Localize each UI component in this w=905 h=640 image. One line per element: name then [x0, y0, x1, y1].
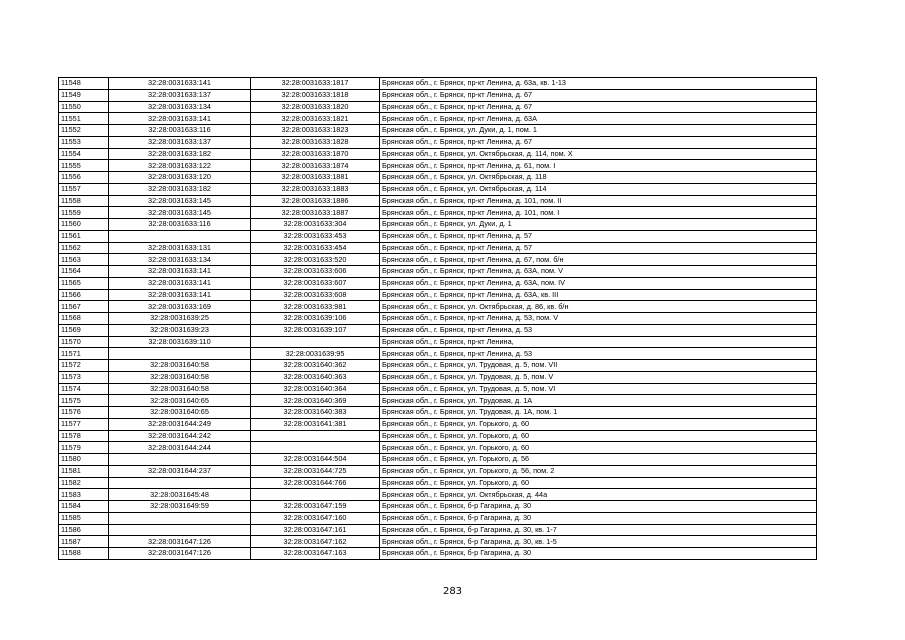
parcel-number-cell: 32:28:0031640:65 [109, 395, 251, 407]
table-row [59, 512, 817, 524]
parcel-number-cell [109, 454, 251, 466]
address-cell: Брянская обл., г. Брянск, ул. Октябрьская, д. 114, пом. X [380, 148, 817, 160]
address-cell: Брянская обл., г. Брянск, пр-кт Ленина, д. 67 [380, 101, 817, 113]
object-number-cell: 32:28:0031647:160 [251, 512, 380, 524]
parcel-number-cell: 32:28:0031633:169 [109, 301, 251, 313]
parcel-number-cell: 32:28:0031633:120 [109, 172, 251, 184]
address-cell: Брянская обл., г. Брянск, ул. Дуки, д. 1 [380, 219, 817, 231]
parcel-number-cell: 32:28:0031640:65 [109, 407, 251, 419]
row-number-cell: 11584 [59, 501, 109, 513]
parcel-number-cell: 32:28:0031640:58 [109, 371, 251, 383]
parcel-number-cell: 32:28:0031644:242 [109, 430, 251, 442]
table-row [59, 242, 817, 254]
table-row [59, 183, 817, 195]
object-number-cell: 32:28:0031640:362 [251, 360, 380, 372]
address-cell: Брянская обл., г. Брянск, ул. Трудовая, д. 5, пом. V [380, 371, 817, 383]
table-row [59, 524, 817, 536]
table-row [59, 442, 817, 454]
table-row [59, 454, 817, 466]
parcel-number-cell: 32:28:0031639:25 [109, 313, 251, 325]
row-number-cell: 11583 [59, 489, 109, 501]
object-number-cell: 32:28:0031633:520 [251, 254, 380, 266]
address-cell: Брянская обл., г. Брянск, ул. Горького, д. 60 [380, 477, 817, 489]
object-number-cell: 32:28:0031633:1881 [251, 172, 380, 184]
object-number-cell: 32:28:0031633:1870 [251, 148, 380, 160]
row-number-cell: 11550 [59, 101, 109, 113]
row-number-cell: 11573 [59, 371, 109, 383]
address-cell: Брянская обл., г. Брянск, ул. Горького, д. 60 [380, 442, 817, 454]
object-number-cell: 32:28:0031633:1883 [251, 183, 380, 195]
table-row [59, 113, 817, 125]
table-row [59, 465, 817, 477]
row-number-cell: 11582 [59, 477, 109, 489]
address-cell: Брянская обл., г. Брянск, пр-кт Ленина, д. 63а, кв. 1-13 [380, 78, 817, 90]
table-row [59, 430, 817, 442]
table-row [59, 360, 817, 372]
object-number-cell: 32:28:0031640:383 [251, 407, 380, 419]
object-number-cell: 32:28:0031644:766 [251, 477, 380, 489]
object-number-cell: 32:28:0031633:608 [251, 289, 380, 301]
object-number-cell: 32:28:0031633:1874 [251, 160, 380, 172]
address-cell: Брянская обл., г. Брянск, ул. Горького, д. 56, пом. 2 [380, 465, 817, 477]
object-number-cell: 32:28:0031633:1828 [251, 136, 380, 148]
table-row [59, 172, 817, 184]
address-cell: Брянская обл., г. Брянск, ул. Октябрьская, д. 86, кв. б/н [380, 301, 817, 313]
address-cell: Брянская обл., г. Брянск, ул. Трудовая, д. 5, пом. VII [380, 360, 817, 372]
object-number-cell: 32:28:0031633:1886 [251, 195, 380, 207]
table-row [59, 536, 817, 548]
object-number-cell: 32:28:0031639:106 [251, 313, 380, 325]
address-cell: Брянская обл., г. Брянск, пр-кт Ленина, д. 63А, пом. V [380, 266, 817, 278]
table-row [59, 501, 817, 513]
row-number-cell: 11549 [59, 89, 109, 101]
address-cell: Брянская обл., г. Брянск, ул. Трудовая, д. 1А [380, 395, 817, 407]
object-number-cell [251, 489, 380, 501]
address-cell: Брянская обл., г. Брянск, пр-кт Ленина, д. 61, пом. I [380, 160, 817, 172]
parcel-number-cell: 32:28:0031644:244 [109, 442, 251, 454]
parcel-number-cell: 32:28:0031633:116 [109, 219, 251, 231]
parcel-number-cell: 32:28:0031633:116 [109, 125, 251, 137]
parcel-number-cell: 32:28:0031633:182 [109, 148, 251, 160]
object-number-cell: 32:28:0031633:1821 [251, 113, 380, 125]
address-cell: Брянская обл., г. Брянск, ул. Горького, д. 60 [380, 430, 817, 442]
parcel-number-cell: 32:28:0031644:237 [109, 465, 251, 477]
address-cell: Брянская обл., г. Брянск, б-р Гагарина, д. 30, кв. 1-7 [380, 524, 817, 536]
row-number-cell: 11574 [59, 383, 109, 395]
object-number-cell: 32:28:0031641:381 [251, 418, 380, 430]
address-cell: Брянская обл., г. Брянск, пр-кт Ленина, д. 67 [380, 89, 817, 101]
address-cell: Брянская обл., г. Брянск, пр-кт Ленина, д. 101, пом. I [380, 207, 817, 219]
object-number-cell [251, 336, 380, 348]
parcel-number-cell [109, 524, 251, 536]
table-row [59, 418, 817, 430]
address-cell: Брянская обл., г. Брянск, ул. Дуки, д. 1, пом. 1 [380, 125, 817, 137]
object-number-cell: 32:28:0031633:981 [251, 301, 380, 313]
object-number-cell [251, 442, 380, 454]
object-number-cell: 32:28:0031633:1817 [251, 78, 380, 90]
object-number-cell: 32:28:0031633:454 [251, 242, 380, 254]
parcel-number-cell: 32:28:0031633:134 [109, 254, 251, 266]
row-number-cell: 11561 [59, 230, 109, 242]
address-cell: Брянская обл., г. Брянск, ул. Трудовая, д. 1А, пом. 1 [380, 407, 817, 419]
row-number-cell: 11580 [59, 454, 109, 466]
row-number-cell: 11563 [59, 254, 109, 266]
parcel-number-cell: 32:28:0031640:58 [109, 360, 251, 372]
parcel-number-cell: 32:28:0031633:182 [109, 183, 251, 195]
table-row [59, 336, 817, 348]
address-cell: Брянская обл., г. Брянск, пр-кт Ленина, д. 57 [380, 230, 817, 242]
row-number-cell: 11570 [59, 336, 109, 348]
object-number-cell: 32:28:0031647:163 [251, 548, 380, 560]
row-number-cell: 11575 [59, 395, 109, 407]
row-number-cell: 11569 [59, 324, 109, 336]
table-row [59, 301, 817, 313]
address-cell: Брянская обл., г. Брянск, б-р Гагарина, д. 30, кв. 1-5 [380, 536, 817, 548]
object-number-cell: 32:28:0031640:369 [251, 395, 380, 407]
object-number-cell: 32:28:0031633:1887 [251, 207, 380, 219]
row-number-cell: 11578 [59, 430, 109, 442]
address-cell: Брянская обл., г. Брянск, пр-кт Ленина, д. 53 [380, 348, 817, 360]
row-number-cell: 11585 [59, 512, 109, 524]
parcel-number-cell: 32:28:0031633:134 [109, 101, 251, 113]
row-number-cell: 11559 [59, 207, 109, 219]
table-row [59, 78, 817, 90]
object-number-cell: 32:28:0031633:304 [251, 219, 380, 231]
address-cell: Брянская обл., г. Брянск, пр-кт Ленина, [380, 336, 817, 348]
row-number-cell: 11579 [59, 442, 109, 454]
table-row [59, 277, 817, 289]
table-row [59, 195, 817, 207]
table-row [59, 136, 817, 148]
table-row [59, 207, 817, 219]
table-row [59, 395, 817, 407]
row-number-cell: 11588 [59, 548, 109, 560]
address-cell: Брянская обл., г. Брянск, ул. Горького, д. 56 [380, 454, 817, 466]
address-cell: Брянская обл., г. Брянск, б-р Гагарина, д. 30 [380, 512, 817, 524]
parcel-number-cell: 32:28:0031645:48 [109, 489, 251, 501]
address-cell: Брянская обл., г. Брянск, ул. Октябрьская, д. 44а [380, 489, 817, 501]
row-number-cell: 11555 [59, 160, 109, 172]
address-cell: Брянская обл., г. Брянск, пр-кт Ленина, д. 63А [380, 113, 817, 125]
row-number-cell: 11566 [59, 289, 109, 301]
parcel-number-cell: 32:28:0031633:141 [109, 78, 251, 90]
row-number-cell: 11576 [59, 407, 109, 419]
object-number-cell: 32:28:0031647:159 [251, 501, 380, 513]
parcel-number-cell: 32:28:0031633:141 [109, 113, 251, 125]
row-number-cell: 11567 [59, 301, 109, 313]
address-cell: Брянская обл., г. Брянск, ул. Октябрьская, д. 114 [380, 183, 817, 195]
address-cell: Брянская обл., г. Брянск, ул. Трудовая, д. 5, пом. VI [380, 383, 817, 395]
parcel-number-cell: 32:28:0031633:141 [109, 289, 251, 301]
object-number-cell: 32:28:0031644:504 [251, 454, 380, 466]
address-cell: Брянская обл., г. Брянск, б-р Гагарина, д. 30 [380, 501, 817, 513]
object-number-cell: 32:28:0031640:364 [251, 383, 380, 395]
object-number-cell: 32:28:0031647:162 [251, 536, 380, 548]
row-number-cell: 11553 [59, 136, 109, 148]
address-cell: Брянская обл., г. Брянск, пр-кт Ленина, д. 101, пом. II [380, 195, 817, 207]
object-number-cell: 32:28:0031633:1818 [251, 89, 380, 101]
row-number-cell: 11548 [59, 78, 109, 90]
address-cell: Брянская обл., г. Брянск, пр-кт Ленина, д. 67, пом. б/н [380, 254, 817, 266]
table-row [59, 125, 817, 137]
address-cell: Брянская обл., г. Брянск, б-р Гагарина, д. 30 [380, 548, 817, 560]
parcel-number-cell [109, 477, 251, 489]
parcel-number-cell: 32:28:0031633:122 [109, 160, 251, 172]
address-cell: Брянская обл., г. Брянск, пр-кт Ленина, д. 57 [380, 242, 817, 254]
row-number-cell: 11581 [59, 465, 109, 477]
table-row [59, 289, 817, 301]
object-number-cell: 32:28:0031633:607 [251, 277, 380, 289]
table-row [59, 230, 817, 242]
row-number-cell: 11564 [59, 266, 109, 278]
table-row [59, 477, 817, 489]
table-row [59, 371, 817, 383]
parcel-number-cell: 32:28:0031640:58 [109, 383, 251, 395]
parcel-number-cell: 32:28:0031633:137 [109, 89, 251, 101]
parcel-number-cell [109, 512, 251, 524]
parcel-number-cell: 32:28:0031639:110 [109, 336, 251, 348]
table-row [59, 266, 817, 278]
table-row [59, 548, 817, 560]
table-row [59, 254, 817, 266]
table-row [59, 407, 817, 419]
parcel-number-cell: 32:28:0031647:126 [109, 536, 251, 548]
page-number: 283 [442, 586, 463, 597]
address-cell: Брянская обл., г. Брянск, пр-кт Ленина, д. 67 [380, 136, 817, 148]
object-number-cell [251, 430, 380, 442]
parcel-number-cell: 32:28:0031644:249 [109, 418, 251, 430]
table-row [59, 148, 817, 160]
object-number-cell: 32:28:0031644:725 [251, 465, 380, 477]
row-number-cell: 11560 [59, 219, 109, 231]
object-number-cell: 32:28:0031639:107 [251, 324, 380, 336]
object-number-cell: 32:28:0031640:363 [251, 371, 380, 383]
address-cell: Брянская обл., г. Брянск, пр-кт Ленина, д. 63А, кв. III [380, 289, 817, 301]
row-number-cell: 11565 [59, 277, 109, 289]
table-row [59, 489, 817, 501]
row-number-cell: 11554 [59, 148, 109, 160]
parcel-number-cell: 32:28:0031647:126 [109, 548, 251, 560]
parcel-number-cell: 32:28:0031633:141 [109, 277, 251, 289]
table-row [59, 383, 817, 395]
object-number-cell: 32:28:0031633:1823 [251, 125, 380, 137]
address-cell: Брянская обл., г. Брянск, пр-кт Ленина, д. 53 [380, 324, 817, 336]
parcel-number-cell [109, 230, 251, 242]
table-row [59, 101, 817, 113]
row-number-cell: 11568 [59, 313, 109, 325]
row-number-cell: 11571 [59, 348, 109, 360]
object-number-cell: 32:28:0031633:453 [251, 230, 380, 242]
address-cell: Брянская обл., г. Брянск, ул. Горького, д. 60 [380, 418, 817, 430]
table-row [59, 89, 817, 101]
table-row [59, 160, 817, 172]
registry-table [58, 77, 817, 560]
row-number-cell: 11562 [59, 242, 109, 254]
parcel-number-cell: 32:28:0031633:137 [109, 136, 251, 148]
parcel-number-cell: 32:28:0031633:145 [109, 195, 251, 207]
object-number-cell: 32:28:0031639:95 [251, 348, 380, 360]
table-row [59, 219, 817, 231]
address-cell: Брянская обл., г. Брянск, пр-кт Ленина, д. 63А, пом. IV [380, 277, 817, 289]
table-row [59, 324, 817, 336]
row-number-cell: 11577 [59, 418, 109, 430]
row-number-cell: 11572 [59, 360, 109, 372]
row-number-cell: 11586 [59, 524, 109, 536]
row-number-cell: 11558 [59, 195, 109, 207]
parcel-number-cell: 32:28:0031639:23 [109, 324, 251, 336]
object-number-cell: 32:28:0031633:606 [251, 266, 380, 278]
object-number-cell: 32:28:0031647:161 [251, 524, 380, 536]
parcel-number-cell [109, 348, 251, 360]
row-number-cell: 11557 [59, 183, 109, 195]
row-number-cell: 11556 [59, 172, 109, 184]
object-number-cell: 32:28:0031633:1820 [251, 101, 380, 113]
row-number-cell: 11587 [59, 536, 109, 548]
table-row [59, 313, 817, 325]
address-cell: Брянская обл., г. Брянск, пр-кт Ленина, д. 53, пом. V [380, 313, 817, 325]
registry-table-body [59, 78, 817, 560]
address-cell: Брянская обл., г. Брянск, ул. Октябрьская, д. 118 [380, 172, 817, 184]
parcel-number-cell: 32:28:0031633:131 [109, 242, 251, 254]
row-number-cell: 11552 [59, 125, 109, 137]
parcel-number-cell: 32:28:0031633:141 [109, 266, 251, 278]
row-number-cell: 11551 [59, 113, 109, 125]
table-row [59, 348, 817, 360]
parcel-number-cell: 32:28:0031633:145 [109, 207, 251, 219]
parcel-number-cell: 32:28:0031649:59 [109, 501, 251, 513]
